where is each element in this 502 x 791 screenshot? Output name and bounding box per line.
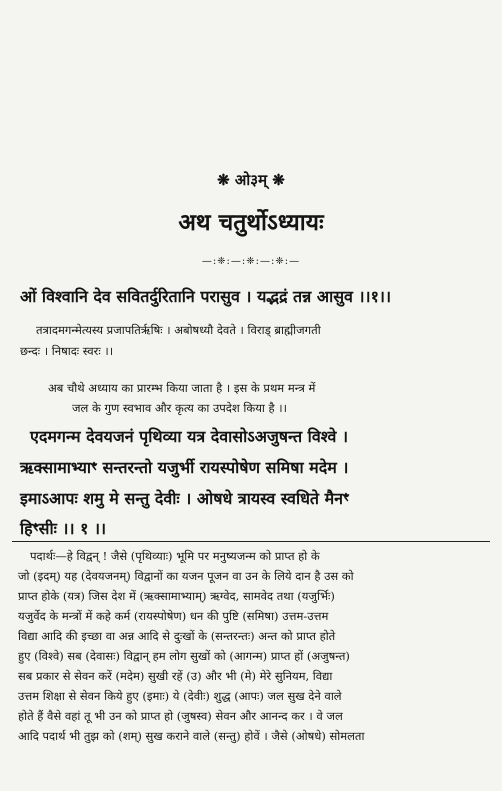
rishi-devata-line: तत्रादमगन्मेत्यस्य प्रजापतिर्ऋषिः । अबोषध्यौ देवते । विराड् ब्राह्मीजगती: [36, 323, 321, 337]
om-heading: ❋ ओ३म् ❋: [217, 171, 285, 189]
commentary-line: आदि पदार्थ भी तुझ को (शम्) सुख कराने वाले (सन्तु) होवें । जैसे (ओषधे) सोमलता: [18, 729, 365, 743]
commentary-line: यजुर्वेद के मन्त्रों में कहे कर्म (रायस्पोषेण) धन की पुष्टि (समिषा) उत्तम-उत्तम: [18, 609, 329, 623]
chapter-title: अथ चतुर्थोऽध्यायः: [178, 209, 324, 236]
commentary-line: उत्तम शिक्षा से सेवन किये हुए (इमाः) ये (देवीः) शुद्ध (आपः) जल सुख देने वाले: [18, 689, 342, 703]
verse-line-2: ऋक्सामाभ्याꣳ सन्तरन्तो यजुर्भी रायस्पोषेण समिषा मदेम ।: [20, 458, 349, 477]
verse-line-1: एदमगन्म देवयजनं पृथिव्या यत्र देवासोऽअजुषन्त विश्वे ।: [30, 427, 349, 446]
verse-line-3: इमाऽआपः शमु मे सन्तु देवीः । ओषधे त्रायस्व स्वधिते मैनꣳ: [20, 489, 350, 508]
chhanda-svara-line: छन्दः । निषादः स्वरः ।।: [20, 344, 114, 358]
commentary-line: प्राप्त होके (यत्र) जिस देश में (ऋक्सामाभ्याम्) ऋग्वेद, सामवेद तथा (यजुर्भिः): [18, 589, 335, 603]
commentary-line: जो (इदम्) यह (देवयजनम्) विद्वानों का यजन पूजन वा उन के लिये दान है उस को: [18, 569, 354, 583]
commentary-line: सब प्रकार से सेवन करें (मदेम) सुखी रहें (उ) और भी (मे) मेरे सुनियम, विद्या: [18, 669, 333, 683]
section-divider: [12, 541, 490, 542]
commentary-line: हुए (विश्वे) सब (देवासः) विद्वान् हम लोग सुखों को (आगन्म) प्राप्त हों (अजुषन्त): [18, 649, 350, 663]
verse-line-4: हिꣳसीः ।। १ ।।: [20, 519, 107, 538]
commentary-line: विद्या आदि की इच्छा वा अन्न आदि से दुःखों के (सन्तरन्तः) अन्त को प्राप्त होते: [18, 629, 336, 643]
opening-mantra: ओं विश्वानि देव सवितर्दुरितानि परासुव । यद्भद्रं तन्न आसुव ।।१।।: [20, 287, 392, 306]
commentary-line: होते हैं वैसे वहां तू भी उन को प्राप्त हो (जुषस्व) सेवन और आनन्द कर । वे जल: [18, 709, 343, 723]
intro-line-2: जल के गुण स्वभाव और कृत्य का उपदेश किया है ।।: [72, 401, 287, 415]
ornament-divider: —:❈:—:❈:—:❈:—: [201, 256, 301, 267]
commentary-line: पदार्थः—हे विद्वन् ! जैसे (पृथिव्याः) भूमि पर मनुष्यजन्म को प्राप्त हो के: [30, 549, 320, 563]
intro-line-1: अब चौथे अध्याय का प्रारम्भ किया जाता है । इस के प्रथम मन्त्र में: [48, 381, 316, 395]
